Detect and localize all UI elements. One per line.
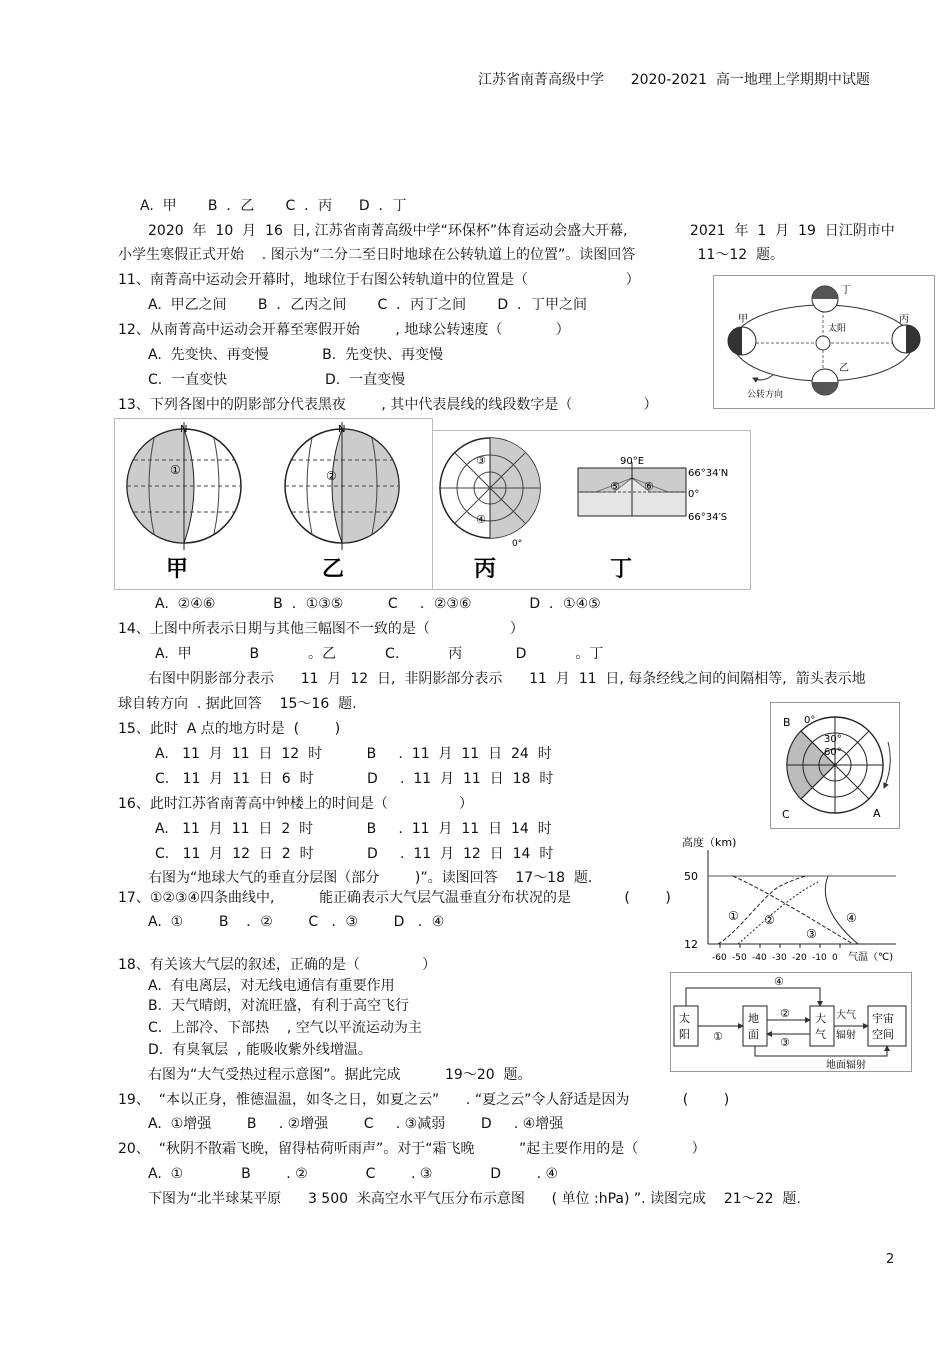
q15-options-cd: C. 11 月 11 日 6 时 D . 11 月 11 日 18 时 [155,771,554,787]
q12-options-cd: C. 一直变快 D. 一直变慢 [148,372,406,388]
q15-stem: 15、此时 A 点的地方时是 ( ) [118,721,341,737]
heat-arrow-3: ③ [780,1036,790,1049]
context-21-22: 下图为“北半球某平原 3 500 米高空水平气压分布示意图 ( 单位 :hPa) ”. 读图完成 21～22 题. [148,1191,801,1207]
heat-atm-1: 大 [815,1012,826,1025]
q14-options: A. 甲 B 。乙 C. 丙 D 。丁 [155,646,604,662]
earth-jia [728,327,756,355]
q13-options: A. ②④⑥ B ．①③⑤ C ．②③⑥ D ．①④⑤ [155,596,601,612]
atmo-y12: 12 [684,938,698,951]
globe-ding-segment-6: ⑥ [644,480,654,493]
heat-space-2: 空间 [872,1028,894,1041]
heat-atm-rad-2: 辐射 [836,1030,856,1041]
orbit-direction-arrow [753,375,773,380]
q12-stem: 12、从南菁高中运动会开幕至寒假开始 , 地球公转速度（ ） [118,322,570,338]
atmo-xlabel: 气温（℃) [848,952,894,963]
heat-arrow-4: ④ [774,975,784,988]
earth-yi [812,369,838,395]
context-11-12-line1: 2020 年 10 月 16 日, 江苏省南菁高级中学“环保杯”体育运动会盛大开幕, 2021 年 1 月 19 日江阴市中 [148,223,895,239]
q19-options: A. ①增强 B . ②增强 C . ③减弱 D . ④增强 [148,1116,564,1132]
orbit-diagram [713,275,935,409]
globe-yi-label: 乙 [322,557,345,582]
q11-stem: 11、南菁高中运动会开幕时，地球位于右图公转轨道中的位置是（ ） [118,272,640,288]
context-11-12-line2: 小学生寒假正式开始 . 图示为“二分二至日时地球在公转轨道上的位置”。读图回答 11～12 题。 [118,247,785,263]
atmo-tick-label: -60 [712,953,727,963]
globe-jia-segment-1: ① [170,463,181,477]
heat-sun-2: 阳 [679,1028,690,1041]
q11-options: A. 甲乙之间 B ．乙丙之间 C ．丙丁之间 D ．丁甲之间 [148,297,587,313]
globe-ding-66s: 66°34′S [688,512,728,523]
earth-bing [892,325,920,353]
globe-jia-north: N [180,424,188,435]
q14-stem: 14、上图中所表示日期与其他三幅图不一致的是（ ） [118,621,524,637]
atmo-label-1: ① [728,909,739,923]
q13-stem: 13、下列各图中的阴影部分代表黑夜 , 其中代表晨线的线段数字是（ ） [118,397,658,413]
sun-icon [816,336,830,350]
orbit-label-bing: 丙 [899,314,909,325]
orbit-direction-label: 公转方向 [747,390,784,400]
q20-options: A. ① B . ② C . ③ D . ④ [148,1166,559,1182]
polar-point-c: C [782,808,790,821]
heat-arrow-1: ① [713,1030,723,1043]
context-15-16-line1: 右图中阴影部分表示 11 月 12 日, 非阴影部分表示 11 月 11 日, 每条经线之间的间隔相等, 箭头表示地 [148,671,866,687]
orbit-label-jia: 甲 [738,314,748,325]
atmo-ylabel: 高度（km) [682,836,737,849]
polar-lat-0: 0° [804,715,816,726]
atmo-label-3: ③ [806,927,817,941]
polar-diagram [770,702,900,829]
polar-point-a: A [873,807,881,820]
q18-option-c: C. 上部冷、下部热 , 空气以平流运动为主 [148,1020,422,1036]
heat-process-diagram [670,972,912,1072]
heat-arrow-2: ② [780,1007,790,1020]
q18-option-b: B. 天气晴朗，对流旺盛，有利于高空飞行 [148,998,409,1014]
heat-atm-2: 气 [815,1028,826,1041]
orbit-label-ding: 丁 [841,285,851,296]
globe-jia [127,422,241,550]
q16-options-cd: C. 11 月 12 日 2 时 D . 11 月 12 日 14 时 [155,846,554,862]
atmo-label-2: ② [764,913,775,927]
globe-jia-label: 甲 [166,557,189,582]
context-15-16-line2: 球自转方向 . 据此回答 15～16 题. [118,696,357,712]
globe-ding-90e: 90°E [620,456,645,467]
globe-yi-north: N [338,424,346,435]
atmo-tick-label: -40 [752,953,767,963]
q17-options: A. ① B ．② C ．③ D ．④ [148,914,445,930]
heat-sun-1: 太 [679,1012,690,1025]
q19-stem: 19、 “本以正身，惟德温温，如冬之日，如夏之云” . “夏之云”令人舒适是因为 ( ) [118,1092,730,1108]
atmosphere-chart [678,832,900,970]
globe-ding-segment-5: ⑤ [610,480,620,493]
globes-figure [114,418,752,590]
globe-bing-segment-4: ④ [476,513,486,526]
atmo-y50: 50 [684,870,698,883]
page-number: 2 [886,1252,895,1267]
polar-point-b: B [783,716,791,729]
globe-bing-segment-3: ③ [476,454,486,467]
atmo-tick-label: -10 [812,953,827,963]
globe-bing [440,438,540,538]
globe-ding-eq: 0° [688,489,700,500]
atmo-tick-label: -30 [772,953,787,963]
q10-options: A. 甲 B ．乙 C ．丙 D ．丁 [140,198,407,214]
globe-bing-label: 丙 [474,557,497,582]
heat-ground-1: 地 [748,1012,759,1025]
globe-ding-label: 丁 [610,557,633,582]
context-17-18: 右图为“地球大气的垂直分层图（部分 )”。读图回答 17～18 题. [148,870,593,886]
atmo-curve-4 [825,876,858,944]
sun-label: 太阳 [828,324,847,334]
heat-ground-2: 面 [748,1028,759,1041]
globe-bing-zero: 0° [512,539,523,549]
globe-ding [578,462,686,516]
heat-space-1: 宇宙 [872,1012,894,1025]
q18-stem: 18、有关该大气层的叙述，正确的是（ ） [118,957,437,973]
q18-option-d: D. 有臭氧层 , 能吸收紫外线增温。 [148,1042,372,1058]
earth-ding [812,286,838,312]
globe-yi-segment-2: ② [326,469,337,483]
q15-options-ab: A. 11 月 11 日 12 时 B . 11 月 11 日 24 时 [155,746,552,762]
atmo-tick-label: -50 [732,953,747,963]
context-19-20: 右图为“大气受热过程示意图”。据此完成 19～20 题。 [148,1067,532,1083]
rotation-arrow [884,742,890,788]
q16-options-ab: A. 11 月 11 日 2 时 B . 11 月 11 日 14 时 [155,821,552,837]
atmo-tick-label: 0 [832,953,838,963]
atmo-curve-3 [733,876,853,944]
orbit-label-yi: 乙 [839,363,849,374]
globe-yi [285,422,399,550]
heat-atm-rad-1: 大气 [836,1010,856,1021]
q12-options-ab: A. 先变快、再变慢 B. 先变快、再变慢 [148,347,444,363]
polar-lat-60: 60° [824,747,842,758]
page-header: 江苏省南菁高级中学 2020-2021 高一地理上学期期中试题 [478,72,870,88]
q17-stem: 17、①②③④四条曲线中, 能正确表示大气层气温垂直分布状况的是 ( ) [118,890,671,906]
q20-stem: 20、 “秋阴不散霜飞晚，留得枯荷听雨声”。对于“霜飞晚 ”起主要作用的是（ ） [118,1141,706,1157]
q18-option-a: A. 有电离层，对无线电通信有重要作用 [148,978,395,994]
heat-ground-rad: 地面辐射 [826,1060,866,1071]
atmo-label-4: ④ [846,911,857,925]
atmo-tick-label: -20 [792,953,807,963]
polar-lat-30: 30° [824,734,842,745]
globe-ding-66n: 66°34′N [688,468,729,479]
q16-stem: 16、此时江苏省南菁高中钟楼上的时间是（ ） [118,796,474,812]
